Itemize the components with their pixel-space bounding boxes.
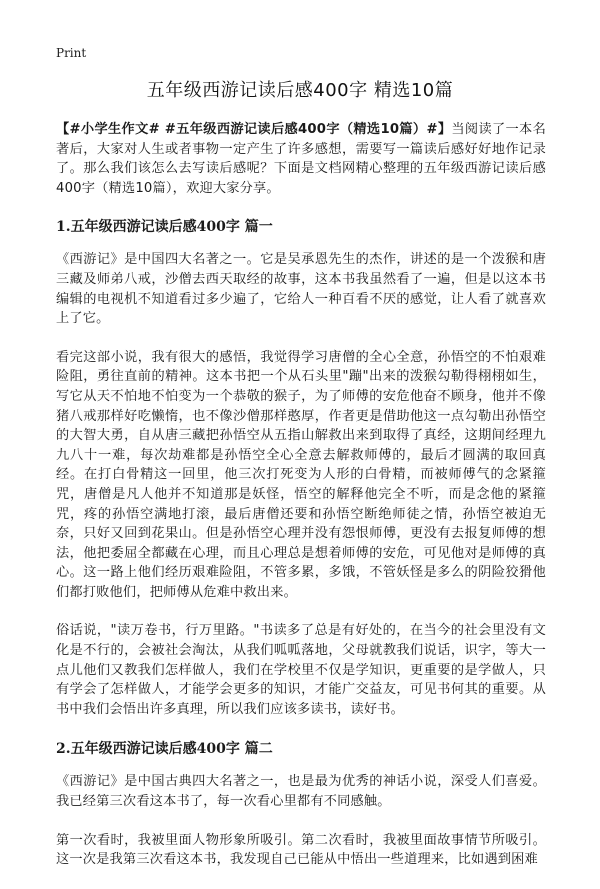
intro-text: 当阅读了一本名著后，大家对人生或者事物一定产生了许多感想，需要写一篇读后感好好地作记录了。那么我们该怎么去写读后感呢？下面是文档网精心整理的五年级西游记读后感400字（精选10篇），欢迎大家分享。 xyxy=(56,122,546,196)
section-1-paragraph-2: 看完这部小说，我有很大的感悟，我觉得学习唐僧的全心全意，孙悟空的不怕艰难险阻，勇往直前的精神。这本书把一个从石头里"蹦"出来的泼猴勾勒得栩栩如生，写它从天不怕地不怕变为一个恭敬的猴子，为了师傅的安危他奋不顾身，他并不像猪八戒那样好吃懒惰，也不像沙僧那样憨厚，作者更是借助他这一点勾勒出孙悟空的大智大勇，自从唐三藏把孙悟空从五指山解救出来到取得了真经，这期间经理九九八十一难，每次劫难都是孙悟空全心全意去解救师傅的，最后才圆满的取回真经。在打白骨精这一回里，他三次打死变为人形的白骨精，而被师傅气的念紧箍咒，唐僧是凡人他并不知道那是妖怪，悟空的解释他完全不听，而是念他的紧箍咒，疼的孙悟空满地打滚，最后唐僧还要和孙悟空断绝师徒之情，孙悟空被迫无奈，只好又回到花果山。但是孙悟空心理并没有怨恨师傅，更没有去报复师傅的想法，他把委屈全都藏在心理，而且心理总是想着师傅的安危，可见他对是师傅的真心。这一路上他们经历艰难险阻，不管多累，多饿，不管妖怪是多么的阴险狡猾他们都打败他们，把师傅从危难中救出来。 xyxy=(56,349,546,600)
section-2-paragraph-2: 第一次看时，我被里面人物形象所吸引。第二次看时，我被里面故事情节所吸引。这一次是我第三次看这本书，我发现自己已能从中悟出一些道理来，比如遇到困难 xyxy=(56,832,546,868)
section-1-paragraph-3: 俗话说，"读万卷书，行万里路。"书读多了总是有好处的，在当今的社会里没有文化是不行的，会被社会淘汰，从我们呱呱落地，父母就教我们说话，识字，等大一点儿他们又教我们怎样做人，我们在学校里不仅是学知识，更重要的是学做人，只有学会了怎样做人，才能学会更多的知识，才能广交益友，可见书何其的重要。从书中我们会悟出许多真理，所以我们应该多读书，读好书。 xyxy=(56,623,546,717)
article-body xyxy=(56,120,546,889)
section-2-paragraph-1: 《西游记》是中国古典四大名著之一，也是最为优秀的神话小说，深受人们喜爱。我已经第三次看这本书了，每一次看心里都有不同感触。 xyxy=(56,774,546,810)
section-heading-1: 1.五年级西游记读后感400字 篇一 xyxy=(56,219,273,236)
print-link[interactable]: Print xyxy=(56,46,87,60)
page-title: 五年级西游记读后感400字 精选10篇 xyxy=(146,80,454,101)
section-1-paragraph-1: 《西游记》是中国四大名著之一。它是吴承恩先生的杰作，讲述的是一个泼猴和唐三藏及师弟八戒，沙僧去西天取经的故事，这本书我虽然看了一遍，但是以这本书编辑的电视机不知道看过多少遍了，它给人一种百看不厌的感觉，让人看了就喜欢上了它。 xyxy=(56,252,546,327)
section-heading-2: 2.五年级西游记读后感400字 篇二 xyxy=(56,741,273,758)
intro-paragraph xyxy=(56,120,546,198)
intro-tag: 【#小学生作文# #五年级西游记读后感400字（精选10篇）#】 xyxy=(56,122,452,137)
